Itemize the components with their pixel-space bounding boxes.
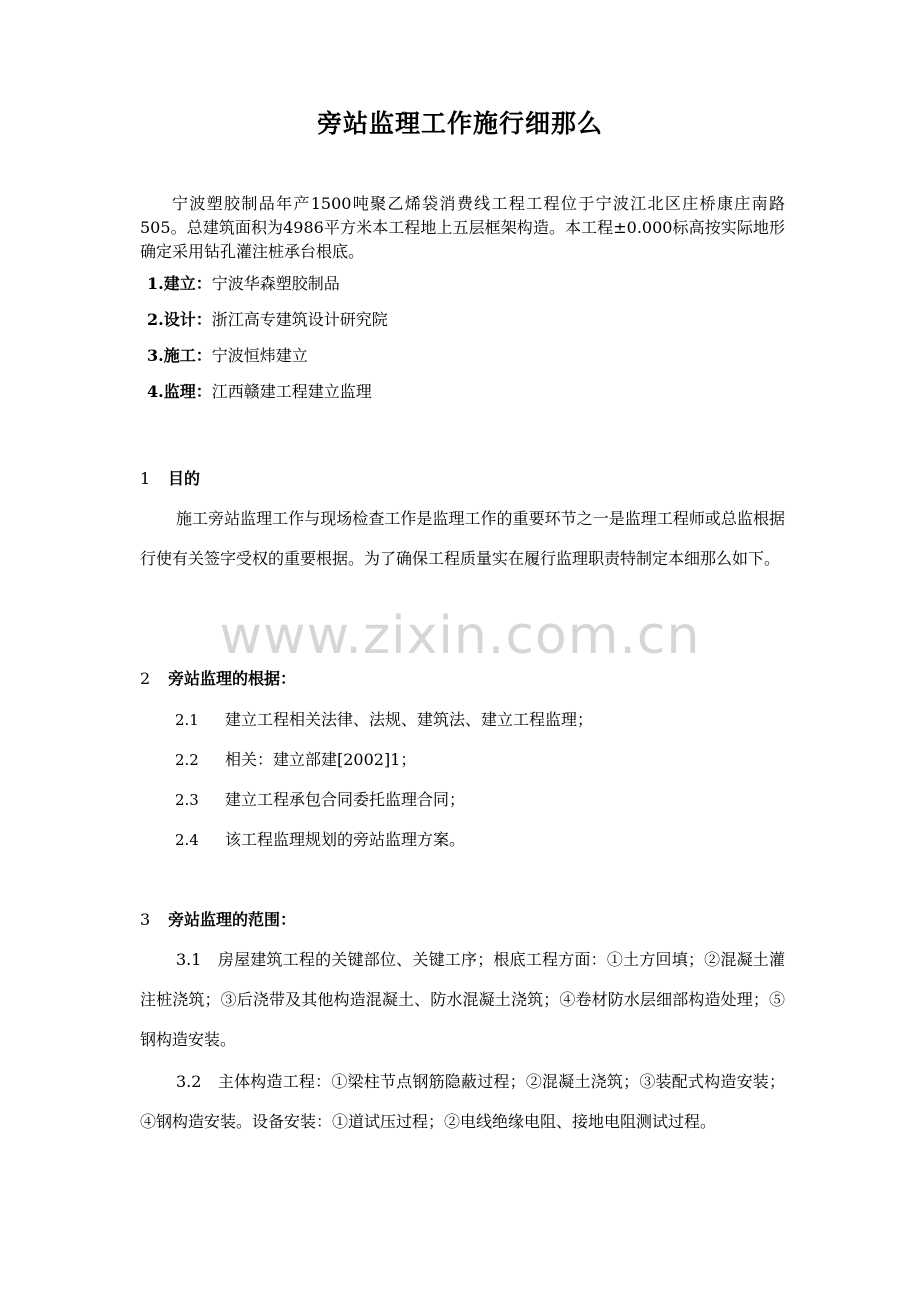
section-title: 目的 <box>168 469 201 488</box>
section-1-heading <box>140 468 200 490</box>
section-title: 旁站监理的范围： <box>168 910 297 929</box>
item-number: 2.2 <box>175 751 199 769</box>
item-text: 建立工程相关法律、法规、建筑法、建立工程监理； <box>225 710 594 729</box>
item-number: 2.4 <box>175 831 199 849</box>
party-label: 1.建立： <box>147 274 212 293</box>
item-text: 建立工程承包合同委托监理合同； <box>225 790 466 809</box>
section-title: 旁站监理的根据： <box>168 669 297 688</box>
section-2-heading <box>140 668 296 690</box>
section-number: 3 <box>140 910 151 929</box>
party-constructor <box>147 345 308 367</box>
party-designer <box>147 309 388 331</box>
item-number: 2.1 <box>175 711 199 729</box>
item-text: 相关：建立部建[2002]1； <box>225 750 417 769</box>
party-value: 江西赣建工程建立监理 <box>211 382 372 401</box>
section-number: 2 <box>140 669 151 688</box>
section-3-heading <box>140 909 296 931</box>
document-title: 旁站监理工作施行细那么 <box>316 109 603 138</box>
section-number: 1 <box>140 469 151 488</box>
party-value: 浙江高专建筑设计研究院 <box>211 310 388 329</box>
party-supervisor <box>147 381 372 403</box>
item-text: 该工程监理规划的旁站监理方案。 <box>225 830 466 849</box>
basis-item <box>175 749 416 771</box>
scope-paragraph-3-1: 3.1 房屋建筑工程的关键部位、关键工序；根底工程方面：①土方回填；②混凝土灌注桩浇筑；③后浇带及其他构造混凝土、防水混凝土浇筑；④卷材防水层细部构造处理；⑤钢构造安装。 <box>140 950 785 1049</box>
party-builder <box>147 273 340 295</box>
party-label: 4.监理： <box>147 382 212 401</box>
party-value: 宁波恒炜建立 <box>211 346 308 365</box>
watermark-text: www.zixin.com.cn <box>219 606 701 666</box>
scope-paragraph-3-2: 3.2 主体构造工程：①梁柱节点钢筋隐蔽过程；②混凝土浇筑；③装配式构造安装；④钢构造安装。设备安装：①道试压过程；②电线绝缘电阻、接地电阻测试过程。 <box>140 1072 785 1131</box>
basis-item <box>175 789 465 811</box>
item-number: 2.3 <box>175 791 199 809</box>
party-value: 宁波华森塑胶制品 <box>211 274 340 293</box>
party-label: 2.设计： <box>147 310 212 329</box>
party-label: 3.施工： <box>147 346 212 365</box>
intro-paragraph: 宁波塑胶制品年产1500吨聚乙烯袋消费线工程工程位于宁波江北区庄桥康庄南路505。总建筑面积为4986平方米本工程地上五层框架构造。本工程±0.000标高按实际地形确定采用钻孔灌注桩承台根底。 <box>140 194 785 261</box>
basis-item <box>175 709 593 731</box>
section-1-body: 施工旁站监理工作与现场检查工作是监理工作的重要环节之一是监理工程师或总监根据行使有关签字受权的重要根据。为了确保工程质量实在履行监理职责特制定本细那么如下。 <box>140 509 785 568</box>
basis-item <box>175 829 465 851</box>
